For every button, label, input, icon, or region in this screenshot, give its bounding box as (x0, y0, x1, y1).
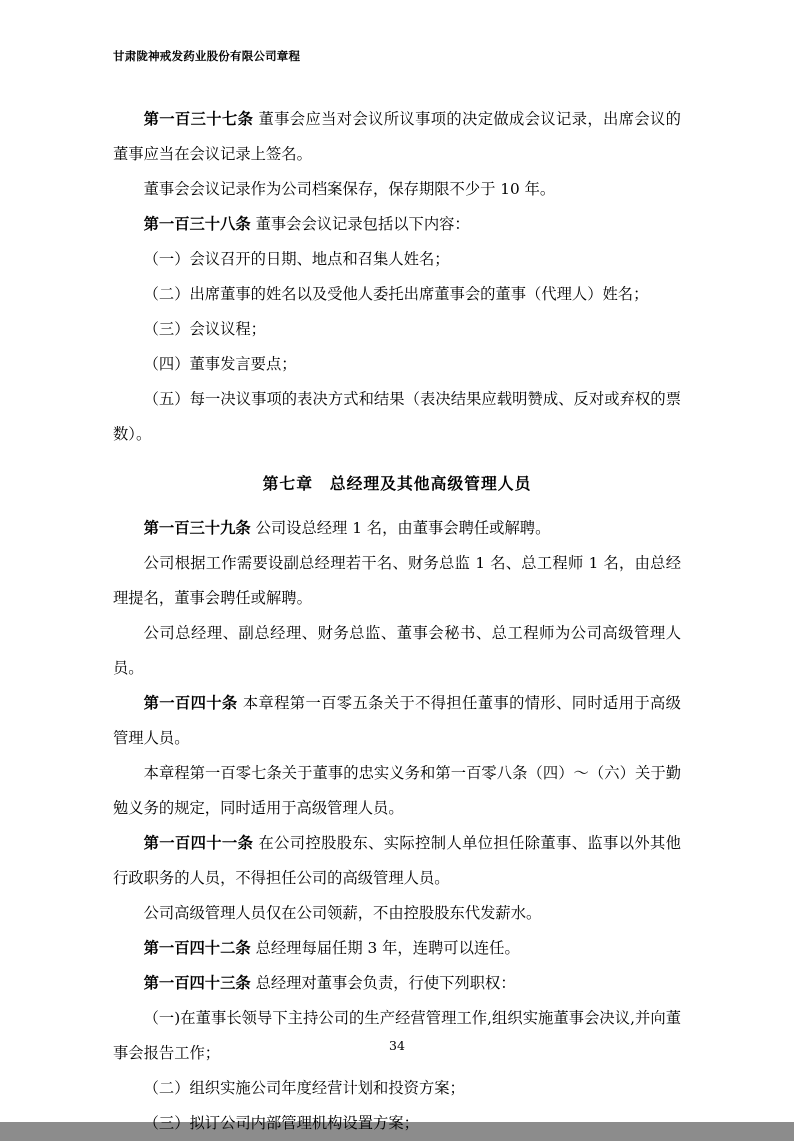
document-header: 甘肃陇神戒发药业股份有限公司章程 (113, 49, 301, 63)
page-content (113, 48, 681, 1141)
paragraph (113, 347, 681, 382)
paragraph-text: 总经理每届任期 3 年，连聘可以连任。 (255, 939, 520, 957)
paragraph (113, 242, 681, 277)
paragraph-text: 董事会应当对会议所议事项的决定做成会议记录，出席会议的董事应当在会议记录上签名。 (113, 110, 681, 163)
paragraph-text: 总经理对董事会负责，行使下列职权： (255, 974, 516, 992)
paragraph-text: 董事会会议记录包括以下内容： (255, 215, 470, 233)
paragraph (113, 1106, 681, 1141)
document-body (113, 102, 681, 1141)
paragraph (113, 1071, 681, 1106)
paragraph-text: 本章程第一百零七条关于董事的忠实义务和第一百零八条（四）～（六）关于勤勉义务的规定，同时适用于高级管理人员。 (113, 764, 681, 817)
paragraph (113, 896, 681, 931)
paragraph-text: 本章程第一百零五条关于不得担任董事的情形、同时适用于高级管理人员。 (113, 694, 681, 747)
paragraph-text: 公司高级管理人员仅在公司领薪，不由控股股东代发薪水。 (143, 904, 542, 922)
article-number: 第一百三十九条 (143, 519, 251, 537)
paragraph (113, 931, 681, 966)
paragraph (113, 756, 681, 826)
paragraph (113, 511, 681, 546)
paragraph-text: 董事会会议记录作为公司档案保存，保存期限不少于 10 年。 (143, 180, 556, 198)
paragraph (113, 686, 681, 756)
paragraph-text: （四）董事发言要点； (143, 355, 297, 373)
paragraph-text: （三）拟订公司内部管理机构设置方案； (143, 1114, 419, 1132)
article-number: 第一百四十一条 (143, 834, 254, 852)
page-number: 34 (389, 1038, 405, 1053)
article-number: 第一百四十条 (143, 694, 238, 712)
paragraph-text: 在公司控股股东、实际控制人单位担任除董事、监事以外其他行政职务的人员，不得担任公司的高级管理人员。 (113, 834, 681, 887)
paragraph (113, 102, 681, 172)
paragraph-text: （一)在董事长领导下主持公司的生产经营管理工作,组织实施董事会决议,并向董事会报告工作； (113, 1009, 681, 1062)
paragraph (113, 277, 681, 312)
paragraph (113, 546, 681, 616)
article-number: 第一百四十二条 (143, 939, 251, 957)
paragraph-text: 公司设总经理 1 名，由董事会聘任或解聘。 (255, 519, 551, 537)
article-number: 第一百三十七条 (143, 110, 254, 128)
article-number: 第一百四十三条 (143, 974, 251, 992)
paragraph (113, 382, 681, 452)
paragraph-text: 公司总经理、副总经理、财务总监、董事会秘书、总工程师为公司高级管理人员。 (113, 624, 681, 677)
article-number: 第一百三十八条 (143, 215, 251, 233)
paragraph-text: （一）会议召开的日期、地点和召集人姓名； (143, 250, 450, 268)
paragraph-text: （五）每一决议事项的表决方式和结果（表决结果应载明赞成、反对或弃权的票数）。 (113, 390, 681, 443)
paragraph (113, 207, 681, 242)
paragraph (113, 966, 681, 1001)
paragraph (113, 172, 681, 207)
paragraph-text: （三）会议议程； (143, 320, 266, 338)
paragraph-text: 公司根据工作需要设副总经理若干名、财务总监 1 名、总工程师 1 名，由总经理提名，董事会聘任或解聘。 (113, 554, 681, 607)
paragraph (113, 312, 681, 347)
paragraph (113, 616, 681, 686)
paragraph-text: （二）组织实施公司年度经营计划和投资方案； (143, 1079, 465, 1097)
paragraph (113, 826, 681, 896)
chapter-heading: 第七章 总经理及其他高级管理人员 (262, 474, 532, 493)
paragraph (113, 1001, 681, 1071)
paragraph-text: （二）出席董事的姓名以及受他人委托出席董事会的董事（代理人）姓名； (143, 285, 649, 303)
